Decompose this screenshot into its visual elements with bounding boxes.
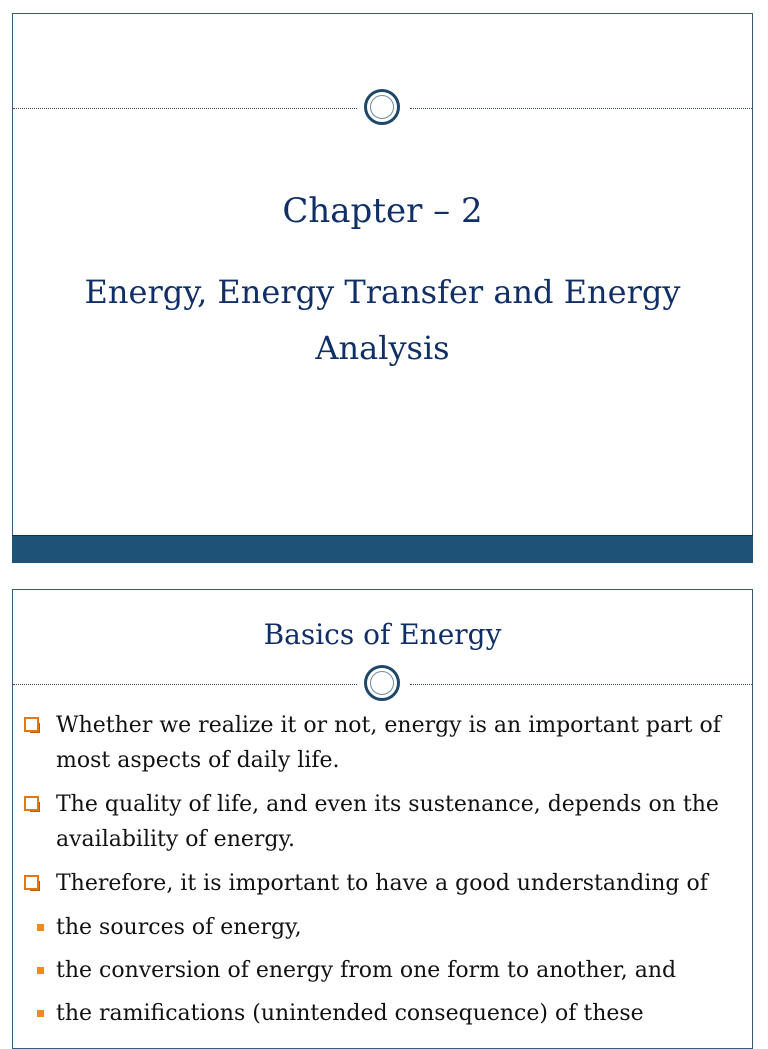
divider-line-right <box>410 108 752 109</box>
list-item <box>23 996 738 1031</box>
paragraph-text: Therefore, it is important to have a good understanding of <box>56 871 708 896</box>
checkbox-bullet-icon <box>24 875 39 890</box>
paragraph-text: The quality of life, and even its sustenance, depends on the availability of energy. <box>56 792 719 852</box>
chapter-title: Chapter – 2 <box>282 191 483 231</box>
divider-line-left <box>13 684 357 685</box>
chapter-subtitle: Energy, Energy Transfer and Energy Analysis <box>84 273 681 367</box>
checkbox-bullet-icon <box>24 796 39 811</box>
divider-line-left <box>13 108 357 109</box>
divider-line-right <box>410 684 752 685</box>
list-item-text: the conversion of energy from one form to another, and <box>56 958 677 983</box>
slide-footer-bar <box>12 535 753 563</box>
checkbox-bullet-icon <box>24 717 39 732</box>
slide-body <box>23 708 738 1039</box>
paragraph-text: Whether we realize it or not, energy is an important part of most aspects of daily life. <box>56 713 721 773</box>
slide-divider <box>13 89 752 129</box>
ring-ornament-icon <box>364 665 400 701</box>
square-bullet-icon <box>37 967 44 974</box>
ring-ornament-icon <box>364 89 400 125</box>
paragraph-item <box>23 708 738 778</box>
square-bullet-icon <box>37 1010 44 1017</box>
paragraph-item <box>23 866 738 901</box>
title-slide <box>12 13 753 563</box>
slide-divider <box>13 665 752 705</box>
list-item-text: the sources of energy, <box>56 915 302 940</box>
list-item-text: the ramifications (unintended consequence) of these <box>56 1001 644 1026</box>
paragraph-item <box>23 787 738 857</box>
square-bullet-icon <box>37 924 44 931</box>
list-item <box>23 910 738 945</box>
content-slide <box>12 589 753 1049</box>
list-item <box>23 953 738 988</box>
slide-title: Basics of Energy <box>263 618 502 651</box>
